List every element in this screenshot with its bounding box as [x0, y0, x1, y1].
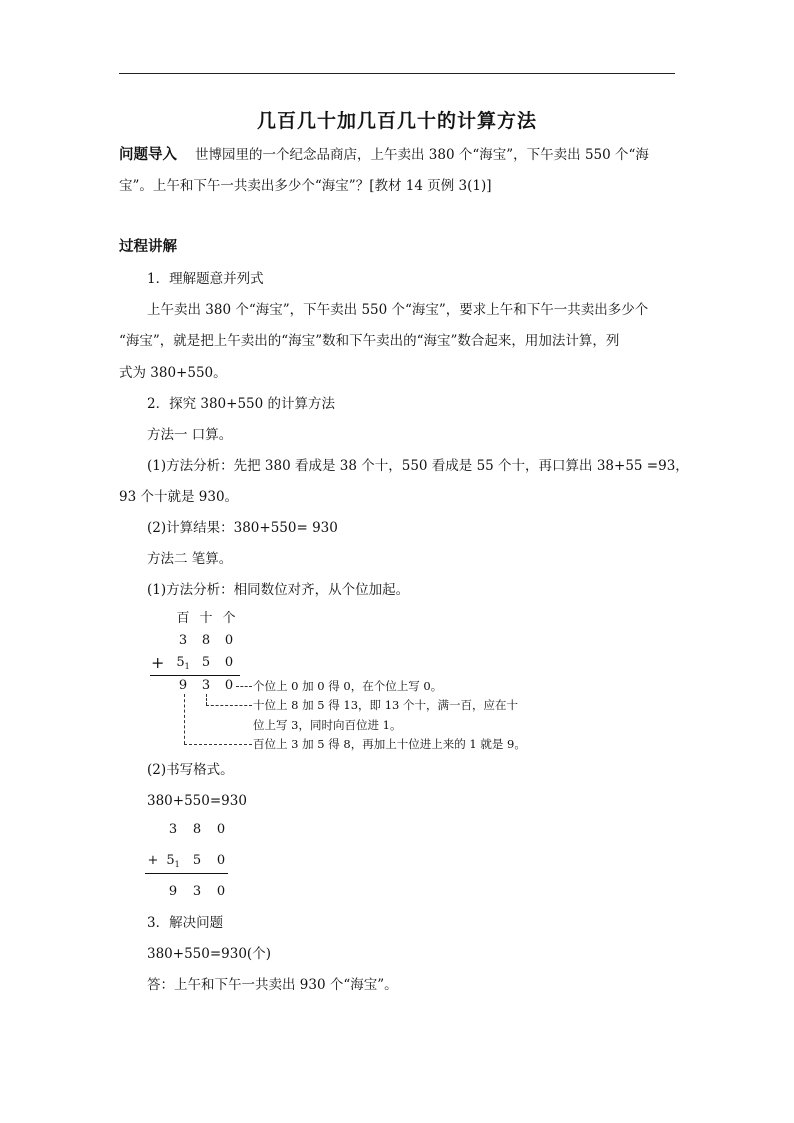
connector-tens-vertical [206, 694, 207, 705]
plus-sign: + [151, 653, 165, 672]
connector-tens-horizontal [206, 705, 252, 706]
method2-analysis: (1)方法分析：相同数位对齐，从个位加起。 [147, 582, 410, 598]
method2-title: 方法二 笔算。 [147, 551, 233, 567]
intro-text-1: 世博园里的一个纪念品商店，上午卖出 380 个“海宝”，下午卖出 550 个“海 [195, 147, 649, 163]
step3-title: 3．解决问题 [147, 915, 224, 931]
step2-title: 2．探究 380+550 的计算方法 [147, 396, 336, 412]
addend2-ones: 0 [224, 655, 234, 670]
w-addend1-tens: 8 [192, 822, 202, 837]
header-hundreds: 百 [176, 611, 190, 626]
w-addend1-hundreds: 3 [168, 822, 178, 837]
method1-title: 方法一 口算。 [147, 427, 233, 443]
w-sum-ones: 0 [216, 884, 226, 899]
w-carry-mark: 1 [174, 860, 180, 869]
step1-paragraph-1: 上午卖出 380 个“海宝”，下午卖出 550 个“海宝”，要求上午和下午一共卖出多少个 [147, 302, 649, 318]
connector-hundreds-horizontal [184, 744, 252, 745]
addend1-hundreds: 3 [178, 633, 188, 648]
top-rule [119, 73, 675, 74]
intro-label: 问题导入 [119, 147, 177, 163]
step1-title: 1．理解题意并列式 [147, 271, 264, 287]
carry-mark: 1 [184, 662, 190, 671]
w-plus-sign: + [147, 853, 159, 868]
header-ones: 个 [222, 611, 236, 626]
note-hundreds: 百位上 3 加 5 得 8，再加上十位进上来的 1 就是 9。 [253, 737, 526, 751]
method1-analysis-2: 93 个十就是 930。 [119, 489, 239, 505]
writing-equation: 380+550=930 [147, 793, 247, 809]
note-tens-1: 十位上 8 加 5 得 13，即 13 个十，满一百，应在十 [253, 698, 518, 712]
sum-hundreds: 9 [178, 678, 188, 693]
sum-ones: 0 [224, 678, 234, 693]
w-sum-hundreds: 9 [168, 884, 178, 899]
w-addend2-ones: 0 [216, 853, 226, 868]
note-tens-2: 位上写 3，同时向百位进 1。 [253, 718, 402, 732]
w-sum-tens: 3 [192, 884, 202, 899]
connector-ones [236, 686, 252, 687]
page-title: 几百几十加几百几十的计算方法 [256, 110, 537, 132]
header-tens: 十 [199, 611, 213, 626]
addend2-hundreds: $5_1$ [176, 655, 190, 671]
process-heading: 过程讲解 [119, 239, 177, 255]
connector-hundreds-vertical [184, 694, 185, 744]
writing-title: (2)书写格式。 [147, 762, 234, 778]
addend1-tens: 8 [201, 633, 211, 648]
step3-equation: 380+550=930(个) [147, 946, 271, 962]
note-ones: 个位上 0 加 0 得 0，在个位上写 0。 [253, 679, 443, 693]
step1-paragraph-2: “海宝”，就是把上午卖出的“海宝”数和下午卖出的“海宝”数合起来，用加法计算，列 [119, 333, 620, 349]
sum-line [150, 675, 240, 676]
answer: 答：上午和下午一共卖出 930 个“海宝”。 [147, 977, 398, 993]
method1-result: (2)计算结果：380+550= 930 [147, 520, 338, 536]
intro-text-2: 宝”。上午和下午一共卖出多少个“海宝”？[教材 14 页例 3(1)] [119, 178, 492, 194]
sum-tens: 3 [201, 678, 211, 693]
w-sum-line [145, 873, 228, 874]
intro-line-1 [119, 146, 649, 164]
method1-analysis-1: (1)方法分析：先把 380 看成是 38 个十，550 看成是 55 个十，再口算出 38+55 =93， [147, 458, 689, 474]
step1-paragraph-3: 式为 380+550。 [119, 365, 227, 381]
w-addend1-ones: 0 [216, 822, 226, 837]
w-addend2-hundreds: $5_1$ [166, 853, 180, 869]
w-addend2-tens: 5 [192, 853, 202, 868]
addend1-ones: 0 [224, 633, 234, 648]
addend2-tens: 5 [201, 655, 211, 670]
